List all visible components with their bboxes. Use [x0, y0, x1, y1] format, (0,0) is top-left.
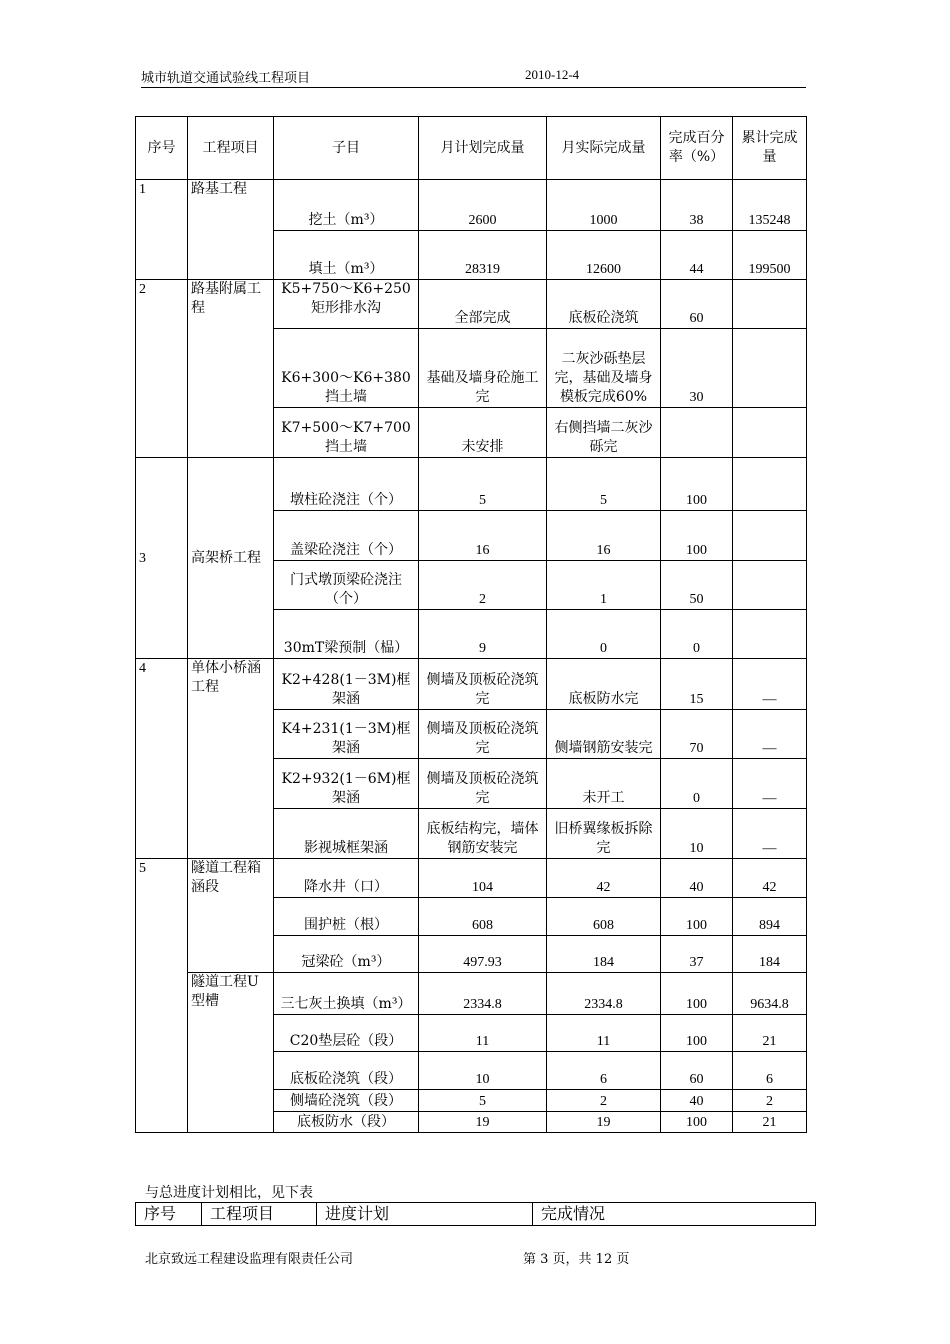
row-percent: 40 [661, 859, 733, 898]
row-total: 21 [733, 1015, 807, 1052]
row-total: 42 [733, 859, 807, 898]
row-sub: K6+300～K6+380挡土墙 [274, 329, 419, 408]
row-sub: 30mT梁预制（榀） [274, 610, 419, 659]
row-actual: 1 [547, 561, 661, 610]
row-total: 21 [733, 1112, 807, 1133]
row-total: 6 [733, 1052, 807, 1090]
summary-header-status: 完成情况 [533, 1203, 816, 1226]
row-total [733, 408, 807, 458]
summary-header-row [136, 1203, 816, 1226]
row-sub: 盖梁砼浇注（个） [274, 511, 419, 561]
schedule-comparison-table [135, 1202, 816, 1226]
table-row [136, 973, 807, 1015]
header-cell-percent: 完成百分率（%） [661, 117, 733, 180]
row-no: 4 [136, 659, 188, 859]
row-sub: 影视城框架涵 [274, 809, 419, 859]
row-sub: 冠梁砼（m³） [274, 936, 419, 973]
footer-company: 北京致远工程建设监理有限责任公司 [145, 1252, 354, 1267]
row-plan: 9 [419, 610, 547, 659]
row-percent: 0 [661, 759, 733, 809]
header-cell-total: 累计完成量 [733, 117, 807, 180]
row-actual: 19 [547, 1112, 661, 1133]
summary-header-project: 工程项目 [202, 1203, 317, 1226]
row-sub: K2+428(1－3M)框架涵 [274, 659, 419, 710]
row-total: 2 [733, 1090, 807, 1112]
row-plan: 全部完成 [419, 280, 547, 329]
row-total [733, 329, 807, 408]
row-actual: 侧墙钢筋安装完 [547, 710, 661, 759]
row-plan: 497.93 [419, 936, 547, 973]
row-percent: 38 [661, 180, 733, 231]
row-sub: 三七灰土换填（m³） [274, 973, 419, 1015]
row-percent: 100 [661, 898, 733, 936]
row-plan: 28319 [419, 231, 547, 280]
header-cell-sub: 子目 [274, 117, 419, 180]
row-total [733, 458, 807, 511]
header-cell-project: 工程项目 [188, 117, 274, 180]
row-project: 隧道工程U型槽 [188, 973, 274, 1133]
row-sub: K2+932(1－6M)框架涵 [274, 759, 419, 809]
row-percent: 100 [661, 1015, 733, 1052]
row-plan: 侧墙及顶板砼浇筑完 [419, 659, 547, 710]
row-plan: 侧墙及顶板砼浇筑完 [419, 710, 547, 759]
row-sub: 围护桩（根） [274, 898, 419, 936]
row-plan: 19 [419, 1112, 547, 1133]
row-actual: 11 [547, 1015, 661, 1052]
row-total [733, 561, 807, 610]
row-actual: 底板砼浇筑 [547, 280, 661, 329]
row-percent: 15 [661, 659, 733, 710]
table-row [136, 280, 807, 329]
row-sub: 挖土（m³） [274, 180, 419, 231]
row-percent: 44 [661, 231, 733, 280]
row-plan: 5 [419, 458, 547, 511]
row-plan: 16 [419, 511, 547, 561]
page-header [141, 67, 806, 88]
row-project: 高架桥工程 [188, 458, 274, 659]
row-sub: 墩柱砼浇注（个） [274, 458, 419, 511]
row-actual: 二灰沙砾垫层完，基础及墙身模板完成60% [547, 329, 661, 408]
row-total: 135248 [733, 180, 807, 231]
row-actual: 608 [547, 898, 661, 936]
header-cell-no: 序号 [136, 117, 188, 180]
row-actual: 1000 [547, 180, 661, 231]
row-plan: 2334.8 [419, 973, 547, 1015]
row-actual: 12600 [547, 231, 661, 280]
footer-page-number: 第 3 页，共 12 页 [523, 1252, 630, 1267]
row-plan: 2600 [419, 180, 547, 231]
row-percent: 37 [661, 936, 733, 973]
row-percent: 50 [661, 561, 733, 610]
row-actual: 42 [547, 859, 661, 898]
row-total: — [733, 759, 807, 809]
summary-header-no: 序号 [136, 1203, 202, 1226]
row-sub: K7+500～K7+700挡土墙 [274, 408, 419, 458]
table-row [136, 458, 807, 511]
row-sub: 门式墩顶梁砼浇注（个） [274, 561, 419, 610]
row-plan: 608 [419, 898, 547, 936]
row-actual: 底板防水完 [547, 659, 661, 710]
row-total [733, 511, 807, 561]
row-total: 894 [733, 898, 807, 936]
row-percent: 10 [661, 809, 733, 859]
row-actual: 184 [547, 936, 661, 973]
row-project: 路基工程 [188, 180, 274, 280]
row-percent: 100 [661, 1112, 733, 1133]
row-no: 2 [136, 280, 188, 458]
row-project: 隧道工程箱涵段 [188, 859, 274, 973]
row-percent: 0 [661, 610, 733, 659]
row-actual: 2 [547, 1090, 661, 1112]
row-no: 1 [136, 180, 188, 280]
row-sub: K5+750～K6+250矩形排水沟 [274, 280, 419, 329]
row-percent: 60 [661, 1052, 733, 1090]
summary-header-plan: 进度计划 [317, 1203, 533, 1226]
table-header-row [136, 117, 807, 180]
row-total: 9634.8 [733, 973, 807, 1015]
row-total: 199500 [733, 231, 807, 280]
row-total: — [733, 809, 807, 859]
row-plan: 未安排 [419, 408, 547, 458]
header-project-name: 城市轨道交通试验线工程项目 [141, 71, 311, 86]
row-total: — [733, 659, 807, 710]
row-no: 3 [136, 458, 188, 659]
row-plan: 104 [419, 859, 547, 898]
row-project: 单体小桥涵工程 [188, 659, 274, 859]
progress-table [135, 116, 807, 1133]
row-actual: 右侧挡墙二灰沙砾完 [547, 408, 661, 458]
row-percent: 40 [661, 1090, 733, 1112]
row-actual: 未开工 [547, 759, 661, 809]
row-percent: 100 [661, 458, 733, 511]
row-actual: 5 [547, 458, 661, 511]
row-percent [661, 408, 733, 458]
row-plan: 基础及墙身砼施工完 [419, 329, 547, 408]
row-actual: 旧桥翼缘板拆除完 [547, 809, 661, 859]
row-actual: 16 [547, 511, 661, 561]
row-plan: 11 [419, 1015, 547, 1052]
header-cell-actual: 月实际完成量 [547, 117, 661, 180]
table-row [136, 859, 807, 898]
header-date: 2010-12-4 [525, 67, 580, 82]
comparison-intro: 与总进度计划相比，见下表 [145, 1185, 313, 1201]
row-plan: 10 [419, 1052, 547, 1090]
row-sub: 底板防水（段） [274, 1112, 419, 1133]
header-cell-plan: 月计划完成量 [419, 117, 547, 180]
row-plan: 底板结构完，墙体钢筋安装完 [419, 809, 547, 859]
row-sub: K4+231(1－3M)框架涵 [274, 710, 419, 759]
row-actual: 0 [547, 610, 661, 659]
row-project: 路基附属工程 [188, 280, 274, 458]
row-total: 184 [733, 936, 807, 973]
row-total [733, 610, 807, 659]
row-sub: 填土（m³） [274, 231, 419, 280]
row-actual: 2334.8 [547, 973, 661, 1015]
row-sub: 底板砼浇筑（段） [274, 1052, 419, 1090]
row-percent: 100 [661, 973, 733, 1015]
row-sub: C20垫层砼（段） [274, 1015, 419, 1052]
row-total: — [733, 710, 807, 759]
row-plan: 2 [419, 561, 547, 610]
table-row [136, 659, 807, 710]
row-percent: 30 [661, 329, 733, 408]
row-percent: 100 [661, 511, 733, 561]
row-plan: 侧墙及顶板砼浇筑完 [419, 759, 547, 809]
row-no: 5 [136, 859, 188, 1133]
row-plan: 5 [419, 1090, 547, 1112]
row-total [733, 280, 807, 329]
table-row [136, 180, 807, 231]
row-percent: 70 [661, 710, 733, 759]
row-actual: 6 [547, 1052, 661, 1090]
row-sub: 降水井（口） [274, 859, 419, 898]
row-percent: 60 [661, 280, 733, 329]
row-sub: 侧墙砼浇筑（段） [274, 1090, 419, 1112]
